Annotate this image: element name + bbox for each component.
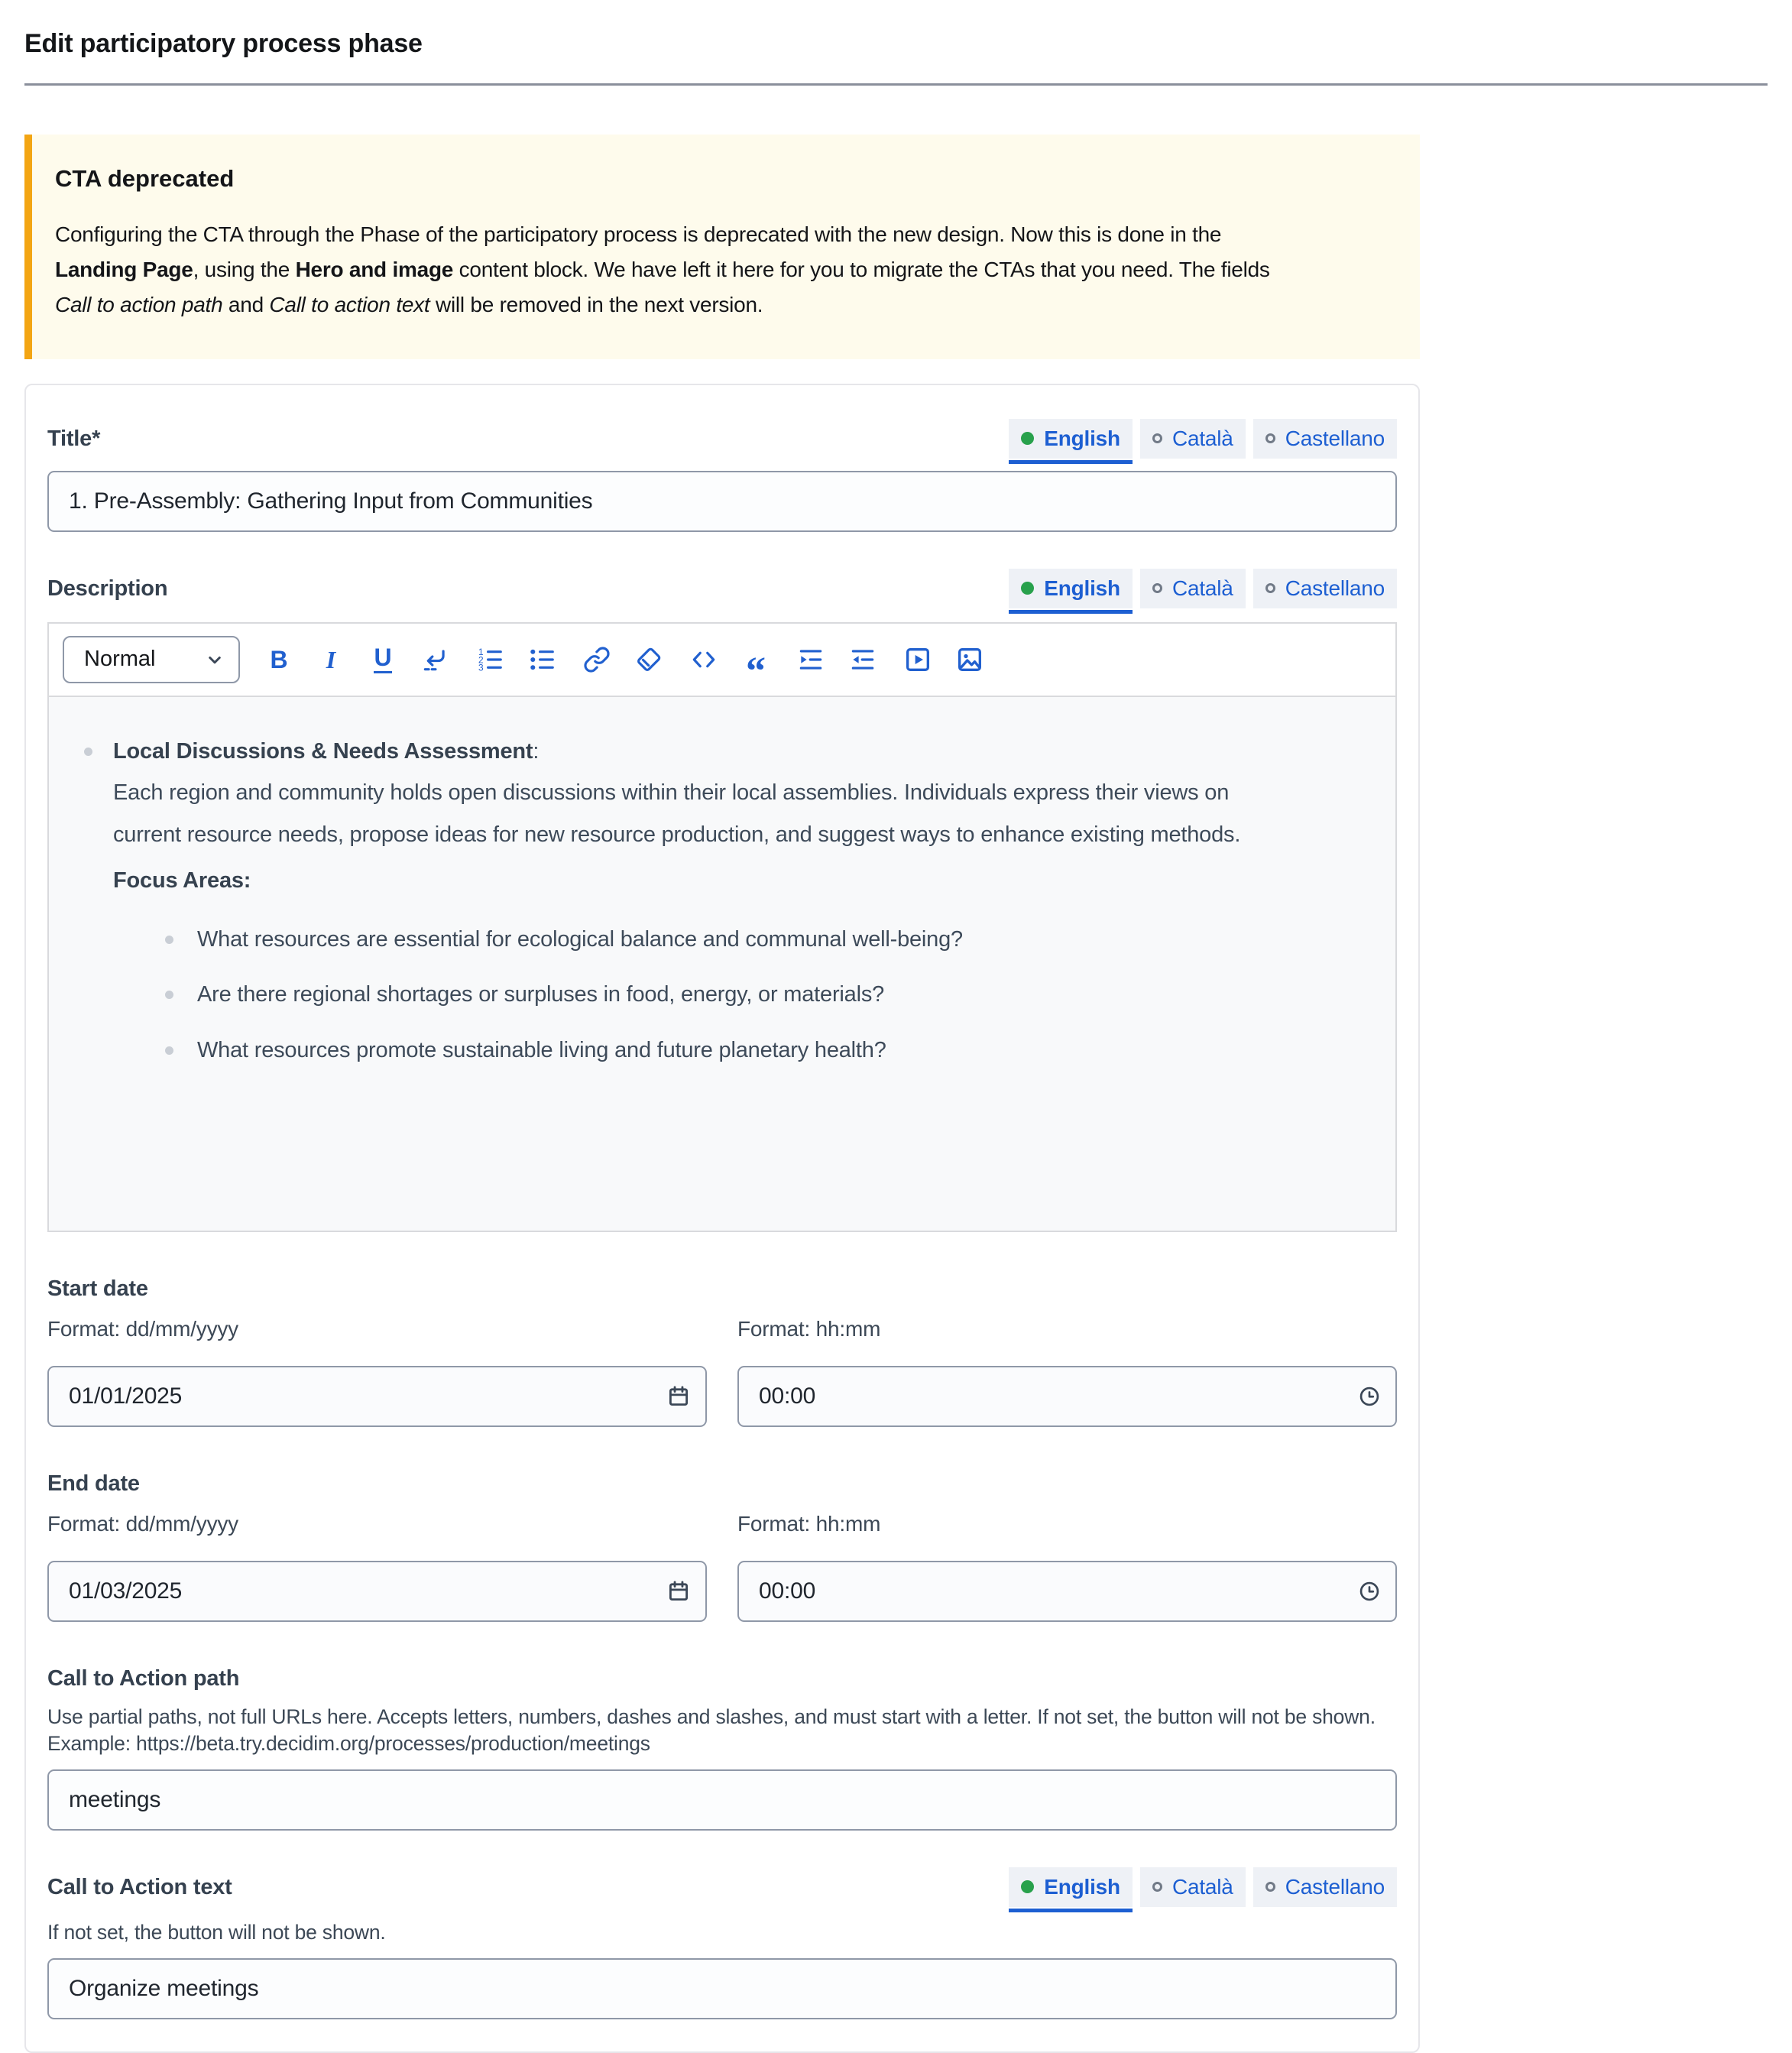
untranslated-circle-icon	[1152, 583, 1162, 593]
toolbar-group-lists	[474, 644, 558, 676]
deprecation-callout	[24, 135, 1420, 359]
bullet-list-icon[interactable]	[526, 644, 558, 676]
callout-text-segment: Landing Page	[55, 257, 193, 281]
link-icon[interactable]	[581, 644, 613, 676]
time-format-help: Format: hh:mm	[737, 1316, 881, 1341]
svg-text:2: 2	[478, 654, 484, 665]
phase-form-card	[24, 384, 1420, 2053]
translated-dot-icon	[1021, 582, 1034, 595]
date-format-help: Format: dd/mm/yyyy	[47, 1511, 238, 1536]
lang-tab-castellano[interactable]	[1253, 569, 1397, 608]
end-date-section	[47, 1464, 1397, 1622]
callout-text-segment: will be removed in the next version.	[429, 292, 763, 316]
end-date-label: End date	[47, 1471, 140, 1496]
description-section	[47, 569, 1397, 1232]
editor-paragraph: Each region and community holds open discussions within their local assemblies. Individuals express their views on current resource needs, propose ideas for new resource production, and suggest ways to enhance existing methods.	[113, 780, 1241, 847]
lang-tab-label: English	[1044, 576, 1120, 600]
start-time-column	[737, 1305, 1397, 1427]
blockquote-icon[interactable]: “	[740, 644, 772, 676]
end-date-input[interactable]	[47, 1561, 707, 1622]
date-format-help: Format: dd/mm/yyyy	[47, 1316, 238, 1341]
image-icon[interactable]	[954, 644, 986, 676]
editor-bold-text: Local Discussions & Needs Assessment	[113, 738, 533, 764]
title-field-header	[47, 419, 1397, 459]
cta-text-input[interactable]	[47, 1958, 1397, 2019]
chevron-down-icon	[203, 648, 226, 671]
cta-path-section	[47, 1659, 1397, 1831]
language-tabs-description	[1009, 569, 1397, 608]
lang-tab-label: Català	[1171, 1874, 1233, 1899]
line-break-icon[interactable]	[419, 644, 451, 676]
callout-text-segment: content block. We have left it here for you to migrate the CTAs that you need. The fields	[453, 257, 1270, 281]
callout-text-segment: and	[222, 292, 270, 316]
paragraph-style-select[interactable]	[63, 636, 240, 683]
callout-text-segment: , using the	[193, 257, 296, 281]
cta-text-label: Call to Action text	[47, 1874, 232, 1899]
list-item: Are there regional shortages or surpluses in food, energy, or materials?	[164, 974, 1244, 1016]
lang-tab-english[interactable]	[1009, 1867, 1133, 1907]
page-title: Edit participatory process phase	[24, 29, 423, 58]
language-tabs-title	[1009, 419, 1397, 459]
cta-path-label: Call to Action path	[47, 1665, 240, 1691]
lang-tab-castellano[interactable]	[1253, 1867, 1397, 1907]
toolbar-group-indent	[795, 644, 879, 676]
bold-icon[interactable]: B	[263, 644, 295, 676]
callout-text-segment: Call to action text	[269, 292, 430, 316]
paragraph-style-value: Normal	[84, 647, 156, 672]
toolbar-group-media	[902, 644, 986, 676]
toolbar-group-blocks	[688, 644, 772, 693]
lang-tab-label: Català	[1171, 426, 1233, 450]
lang-tab-catala[interactable]	[1140, 419, 1246, 459]
underline-icon[interactable]: U	[367, 644, 399, 676]
list-item: What resources are essential for ecological balance and communal well-being?	[164, 919, 1244, 961]
editor-bold-text: Focus Areas:	[113, 868, 251, 894]
start-date-section	[47, 1269, 1397, 1427]
start-date-column	[47, 1305, 707, 1427]
description-label: Description	[47, 576, 168, 601]
lang-tab-catala[interactable]	[1140, 1867, 1246, 1907]
start-date-label: Start date	[47, 1276, 148, 1301]
cta-path-input[interactable]	[47, 1769, 1397, 1831]
cta-text-section	[47, 1867, 1397, 2019]
start-date-input[interactable]	[47, 1366, 707, 1427]
list-item: What resources promote sustainable living and future planetary health?	[164, 1030, 1244, 1072]
lang-tab-label: Català	[1171, 576, 1233, 600]
svg-text:1: 1	[478, 646, 484, 657]
lang-tab-catala[interactable]	[1140, 569, 1246, 608]
callout-text-segment: Hero and image	[295, 257, 454, 281]
cta-text-help: If not set, the button will not be shown.	[47, 1920, 386, 1944]
start-time-input-wrap	[737, 1366, 1397, 1427]
cta-path-help: Use partial paths, not full URLs here. Accepts letters, numbers, dashes and slashes, and must start with a letter. If not set, the button will not be shown. Example: https://beta.try.decidim.org/processes/production/meetings	[47, 1704, 1376, 1755]
title-input[interactable]	[47, 471, 1397, 532]
lang-tab-castellano[interactable]	[1253, 419, 1397, 459]
untranslated-circle-icon	[1152, 433, 1162, 443]
lang-tab-english[interactable]	[1009, 419, 1133, 459]
translated-dot-icon	[1021, 1880, 1034, 1893]
italic-icon[interactable]: I	[315, 644, 347, 676]
end-time-input-wrap	[737, 1561, 1397, 1622]
editor-sub-list	[164, 919, 1244, 1072]
video-icon[interactable]	[902, 644, 934, 676]
start-date-input-wrap	[47, 1366, 707, 1427]
start-time-input[interactable]	[737, 1366, 1397, 1427]
lang-tab-label: Castellano	[1285, 576, 1385, 600]
callout-body	[55, 217, 1340, 323]
cta-text-field-header	[47, 1867, 1397, 1907]
lang-tab-label: English	[1044, 1874, 1120, 1899]
language-tabs-cta-text	[1009, 1867, 1397, 1907]
translated-dot-icon	[1021, 432, 1034, 445]
untranslated-circle-icon	[1265, 583, 1275, 593]
lang-tab-english[interactable]	[1009, 569, 1133, 608]
code-block-icon[interactable]	[688, 644, 720, 676]
lang-tab-label: Castellano	[1285, 1874, 1385, 1899]
outdent-icon[interactable]	[847, 644, 879, 676]
clear-format-icon[interactable]	[633, 644, 665, 676]
end-time-input[interactable]	[737, 1561, 1397, 1622]
toolbar-group-text-format	[263, 644, 451, 676]
lang-tab-label: Castellano	[1285, 426, 1385, 450]
callout-text-segment: Configuring the CTA through the Phase of the participatory process is deprecated with the new design. Now this is done in the	[55, 222, 1222, 246]
time-format-help: Format: hh:mm	[737, 1511, 881, 1536]
toolbar-group-links	[581, 644, 665, 676]
end-date-input-wrap	[47, 1561, 707, 1622]
untranslated-circle-icon	[1265, 1882, 1275, 1892]
ordered-list-icon[interactable]	[474, 644, 506, 676]
end-time-column	[737, 1500, 1397, 1622]
untranslated-circle-icon	[1152, 1882, 1162, 1892]
callout-text-segment: Call to action path	[55, 292, 223, 316]
editor-content-area[interactable]	[49, 696, 1395, 1231]
start-date-row	[47, 1305, 1397, 1427]
callout-title: CTA deprecated	[55, 165, 235, 192]
list-item: Local Discussions & Needs Assessment: Each region and community holds open discussions within their local assemblies. Individuals express their views on current resource needs, propose ideas for new resource production, and suggest ways to enhance existing methods. Focus Areas: What resources are essential for ecological balance and communal well-being? Are there regional shortages or surpluses in food, energy, or materials? What resources promote sustainable living and future planetary health?	[83, 731, 1244, 1072]
end-date-row	[47, 1500, 1397, 1622]
indent-icon[interactable]	[795, 644, 827, 676]
editor-toolbar	[49, 624, 1395, 696]
lang-tab-label: English	[1044, 426, 1120, 450]
header-divider	[24, 83, 1768, 86]
untranslated-circle-icon	[1265, 433, 1275, 443]
title-label: Title*	[47, 426, 101, 451]
end-date-column	[47, 1500, 707, 1622]
rich-text-editor	[47, 622, 1397, 1232]
description-field-header	[47, 569, 1397, 608]
svg-text:3: 3	[478, 662, 484, 673]
